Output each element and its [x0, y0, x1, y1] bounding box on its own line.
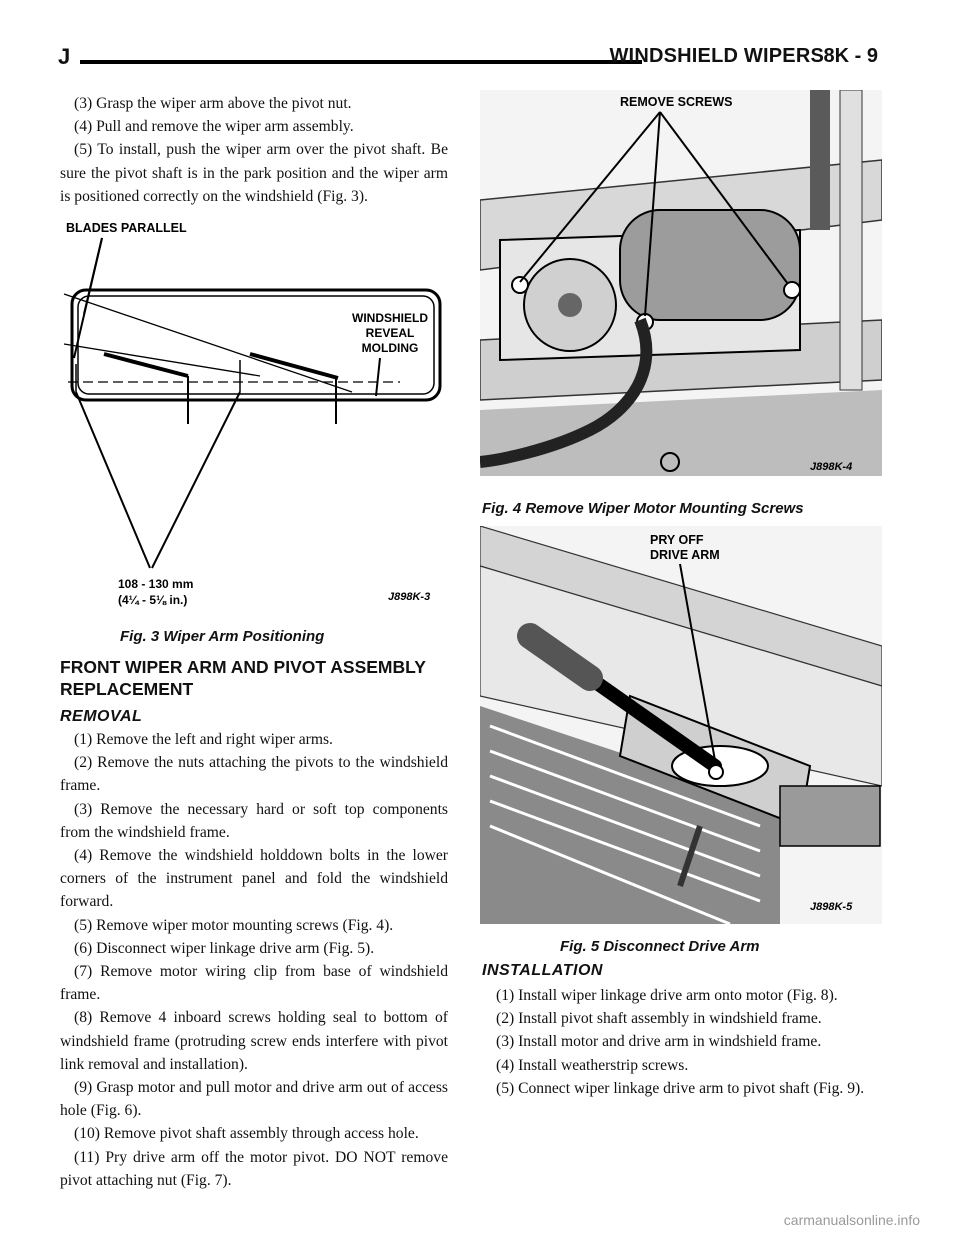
intro-steps: [60, 92, 448, 208]
molding-label-2: REVEAL: [365, 326, 415, 340]
removal-step: (5) Remove wiper motor mounting screws (Fig. 4).: [74, 916, 394, 934]
removal-step: (4) Remove the windshield holddown bolts in the lower corners of the instrument panel and fold the windshield forward.: [60, 847, 448, 911]
figure-remove-motor-screws: [480, 90, 882, 476]
installation-step: (2) Install pivot shaft assembly in windshield frame.: [496, 1010, 822, 1028]
motor-screws-photo: [480, 90, 882, 476]
molding-label-3: MOLDING: [361, 341, 419, 355]
intro-step: (5) To install, push the wiper arm over the pivot shaft. Be sure the pivot shaft is in the park position and the wiper arm is positioned correctly on the windshield (Fig. 3).: [60, 141, 448, 205]
header-letter: J: [58, 44, 71, 69]
pry-off-label-2: DRIVE ARM: [650, 548, 720, 562]
removal-step: (1) Remove the left and right wiper arms.: [74, 731, 333, 748]
removal-heading: REMOVAL: [60, 708, 143, 725]
fig5-caption: Fig. 5 Disconnect Drive Arm: [560, 938, 760, 955]
section-heading: FRONT WIPER ARM AND PIVOT ASSEMBLY REPLACEMENT: [60, 657, 426, 699]
molding-label-1: WINDSHIELD: [352, 311, 428, 325]
removal-step: (7) Remove motor wiring clip from base of windshield frame.: [60, 963, 448, 1004]
removal-step: (8) Remove 4 inboard screws holding seal to bottom of windshield frame (protruding screw ends interfere with pivot link removal and installation).: [60, 1009, 448, 1073]
removal-step: (2) Remove the nuts attaching the pivots to the windshield frame.: [60, 754, 448, 795]
intro-step: (3) Grasp the wiper arm above the pivot nut.: [74, 95, 352, 112]
blades-parallel-label: BLADES PARALLEL: [66, 221, 187, 235]
section-title: WINDSHIELD WIPERS: [609, 45, 824, 67]
header-rule: [80, 60, 642, 64]
footer-watermark: carmanualsonline.info: [783, 1212, 920, 1228]
figure-code: J898K-4: [810, 461, 853, 473]
removal-step: (9) Grasp motor and pull motor and drive arm out of access hole (Fig. 6).: [60, 1079, 448, 1120]
removal-step: (3) Remove the necessary hard or soft top components from the windshield frame.: [60, 800, 448, 841]
wiper-arm-diagram: [60, 216, 452, 616]
remove-screws-label: REMOVE SCREWS: [620, 95, 733, 109]
installation-steps: [482, 984, 872, 1100]
figure-code: J898K-3: [388, 591, 431, 603]
pry-off-label-1: PRY OFF: [650, 533, 704, 547]
figure-wiper-arm-positioning: [60, 216, 452, 616]
installation-step: (5) Connect wiper linkage drive arm to pivot shaft (Fig. 9).: [496, 1079, 865, 1097]
dimension-label-in: (4¼ - 5⅛ in.): [118, 593, 188, 607]
page-number: 8K - 9: [823, 45, 878, 67]
fig3-caption: Fig. 3 Wiper Arm Positioning: [120, 628, 325, 645]
figure-disconnect-drive-arm: [480, 526, 882, 924]
removal-step: (10) Remove pivot shaft assembly through access hole.: [74, 1125, 419, 1143]
drive-arm-photo: [480, 526, 882, 924]
removal-step: (11) Pry drive arm off the motor pivot. DO NOT remove pivot attaching nut (Fig. 7).: [60, 1148, 448, 1189]
page-header: [58, 44, 878, 74]
installation-heading: INSTALLATION: [482, 962, 603, 979]
removal-steps: [60, 728, 448, 1192]
figure-code: J898K-5: [810, 901, 853, 913]
removal-step: (6) Disconnect wiper linkage drive arm (Fig. 5).: [74, 939, 375, 957]
fig4-caption: Fig. 4 Remove Wiper Motor Mounting Screws: [482, 500, 804, 517]
dimension-label-mm: 108 - 130 mm: [118, 577, 194, 591]
intro-step: (4) Pull and remove the wiper arm assembly.: [74, 118, 354, 136]
installation-step: (1) Install wiper linkage drive arm onto motor (Fig. 8).: [496, 987, 838, 1004]
installation-step: (3) Install motor and drive arm in windshield frame.: [496, 1033, 822, 1051]
installation-step: (4) Install weatherstrip screws.: [496, 1056, 689, 1074]
